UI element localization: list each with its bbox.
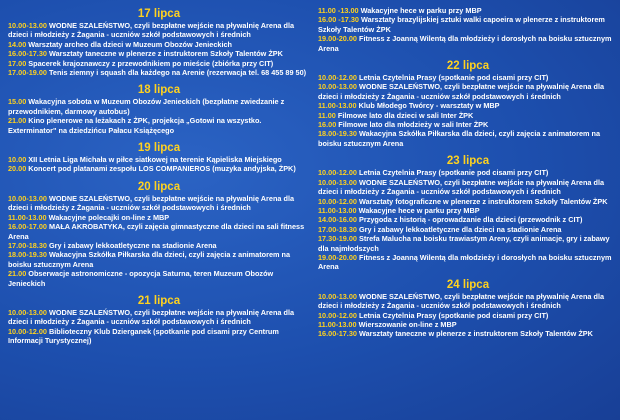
event-time: 11.00-13.00 (318, 319, 357, 329)
event-text: Kino plenerowe na leżakach z ŻPK, projekcja „Gotowi na wszystko. Exterminator" na dziedzińcu Pałacu Książęcego (8, 116, 262, 135)
event-item (318, 82, 618, 101)
event-time: 16.00 (318, 120, 337, 130)
day-heading: 23 lipca (446, 155, 490, 168)
event-time: 11.00-13.00 (8, 212, 47, 222)
event-item (8, 116, 310, 135)
day-heading: 24 lipca (446, 278, 490, 291)
event-item (318, 225, 618, 234)
event-text: Wakacyjna Szkółka Piłkarska dla dzieci, czyli zajęcia z animatorem na boisku sztucznym Arena (318, 129, 601, 148)
event-text: WODNE SZALEŃSTWO, czyli bezpłatne wejście na pływalnię Arena dla dzieci i młodzieży z Żagania - uczniów szkół podstawowych i średnich (8, 21, 295, 40)
event-text: Obserwacje astronomiczne - opozycja Saturna, teren Muzeum Obozów Jenieckich (8, 269, 274, 288)
event-item (318, 329, 618, 338)
event-text: Filmowe lato dla młodzieży w sali Inter ŻPK (338, 120, 489, 130)
event-text: WODNE SZALEŃSTWO, czyli bezpłatne wejście na pływalnię Arena dla dzieci i młodzieży z Żagania - uczniów szkół podstawowych i średnich (318, 82, 605, 101)
day-section (8, 141, 310, 180)
day-heading: 21 lipca (137, 294, 181, 307)
event-item (8, 49, 310, 58)
event-text: Przygoda z historią - oprowadzanie dla dzieci (przewodnik z CIT) (358, 215, 583, 225)
event-time: 17.00-19.00 (8, 68, 47, 78)
event-text: Biblioteczny Klub Dzierganek (spotkanie pod cisami przy Centrum Informacji Turystycznej) (8, 326, 279, 346)
event-time: 16.00-17.30 (8, 49, 47, 59)
event-time: 10.00-12.00 (8, 326, 47, 336)
event-item (318, 320, 618, 329)
left-column (8, 0, 310, 352)
event-time: 18.00-19.30 (8, 250, 47, 260)
event-time: 10.00-13.00 (318, 291, 357, 301)
event-item (318, 120, 618, 129)
event-text: Gry i zabawy lekkoatletyczne dla dzieci na stadionie Arena (358, 224, 562, 234)
event-time: 21.00 (8, 269, 27, 279)
event-time: 10.00-13.00 (8, 21, 47, 30)
event-text: Koncert pod platanami zespołu LOS COMPANIEROS (muzyka andyjska, ŻPK) (28, 164, 296, 174)
event-time: 10.00-12.00 (318, 168, 357, 178)
event-time: 11.00-13.00 (318, 101, 357, 111)
event-text: Warsztaty fotograficzne w plenerze z instruktorem Szkoły Talentów ŻPK (358, 196, 608, 206)
event-item (318, 311, 618, 320)
event-time: 11.00 (318, 110, 336, 120)
event-text: Wakacyjne polecajki on-line z MBP (48, 212, 170, 222)
event-time: 18.00-19.30 (318, 129, 357, 139)
day-heading: 17 lipca (137, 8, 181, 20)
event-item (8, 155, 310, 164)
event-text: Wakacyjna sobota w Muzeum Obozów Jenieckich (bezpłatne zwiedzanie z przewodnikiem, darmowy autobus) (8, 97, 285, 116)
event-text: Wakacyjne hece w parku przy MBP (358, 205, 480, 215)
event-item (318, 101, 618, 110)
event-item (318, 178, 618, 197)
event-time: 19.00-20.00 (318, 252, 357, 262)
day-section (318, 154, 618, 277)
event-text: Warsztaty brazylijskiej sztuki walki capoeira w plenerze z instruktorem Szkoły Talentów ŻPK (318, 15, 605, 34)
event-text: WODNE SZALEŃSTWO, czyli bezpłatne wejście na pływalnię Arena dla dzieci i młodzieży z Żagania - uczniów szkół podstawowych i średnich (8, 193, 295, 213)
event-time: 10.00-12.00 (318, 196, 357, 206)
event-item (318, 168, 618, 177)
event-item (8, 40, 310, 49)
event-text: Filmowe lato dla dzieci w sali Inter ŻPK (337, 110, 474, 120)
day-section (8, 294, 310, 352)
event-item (8, 213, 310, 222)
event-text: Letnia Czytelnia Prasy (spotkanie pod cisami przy CIT) (358, 310, 549, 320)
event-item (318, 197, 618, 206)
event-item (8, 97, 310, 116)
event-item (8, 21, 310, 40)
event-time: 10.00-13.00 (8, 307, 47, 317)
day-section (318, 278, 618, 345)
event-time: 10.00-13.00 (318, 177, 357, 187)
event-item (8, 164, 310, 173)
day-heading: 18 lipca (137, 84, 181, 97)
day-section (8, 180, 310, 294)
right-column (318, 0, 618, 345)
event-text: Warsztaty archeo dla dzieci w Muzeum Obozów Jenieckich (28, 39, 232, 49)
event-text: MAŁA AKROBATYKA, czyli zajęcia gimnastyczne dla dzieci na sali fitness Arena (8, 222, 305, 241)
event-time: 11.00-13.00 (318, 205, 357, 215)
event-text: Gry i zabawy lekkoatletyczne na stadionie Arena (48, 240, 217, 250)
event-item (318, 215, 618, 224)
event-item (8, 68, 310, 77)
event-text: Fitness z Joanną Wilentą dla młodzieży i dorosłych na boisku sztucznym Arena (318, 34, 612, 53)
event-item (8, 222, 310, 241)
event-text: Strefa Malucha na boisku trawiastym Areny, czyli animacje, gry i zabawy dla najmłodszych (318, 234, 610, 253)
event-text: Wakacyjna Szkółka Piłkarska dla dzieci, czyli zajęcia z animatorem na boisku sztucznym Arena (8, 250, 291, 269)
day-section (8, 7, 310, 83)
event-item (318, 253, 618, 272)
event-text: Letnia Czytelnia Prasy (spotkanie pod cisami przy CIT) (358, 73, 549, 83)
event-item (318, 6, 618, 15)
event-time: 14.00 (8, 39, 27, 49)
event-time: 17.00 (8, 58, 27, 68)
event-item (318, 73, 618, 82)
event-time: 14.00-16.00 (318, 215, 357, 225)
event-item (8, 59, 310, 68)
event-item (8, 327, 310, 346)
event-time: 20.00 (8, 164, 27, 174)
event-text: Spacerek krajoznawczy z przewodnikiem po mieście (zbiórka przy CIT) (28, 58, 274, 68)
event-time: 17.00-18.30 (318, 224, 357, 234)
event-time: 17.00-18.30 (8, 240, 47, 250)
event-item (8, 308, 310, 327)
event-text: Klub Młodego Twórcy - warsztaty w MBP (358, 101, 500, 111)
event-item (8, 241, 310, 250)
event-time: 21.00 (8, 116, 27, 126)
event-text: Warsztaty taneczne w plenerze z instruktorem Szkoły Talentów ŻPK (48, 49, 283, 59)
event-time: 19.00-20.00 (318, 34, 357, 44)
event-text: Letnia Czytelnia Prasy (spotkanie pod cisami przy CIT) (358, 168, 549, 178)
event-item (8, 269, 310, 288)
event-time: 16.00 -17.30 (318, 15, 359, 25)
event-item (318, 292, 618, 311)
event-text: Fitness z Joanną Wilentą dla młodzieży i dorosłych na boisku sztucznym Arena (318, 252, 612, 272)
event-text: Wierszowanie on-line z MBP (358, 319, 457, 329)
event-time: 10.00-12.00 (318, 73, 357, 83)
event-text: WODNE SZALEŃSTWO, czyli bezpłatne wejście na pływalnię Arena dla dzieci i młodzieży z Żagania - uczniów szkół podstawowych i średnich (318, 177, 605, 197)
event-text: Warsztaty taneczne w plenerze z instruktorem Szkoły Talentów ŻPK (358, 329, 593, 339)
event-time: 16.00-17.00 (8, 222, 47, 232)
event-text: Wakacyjne hece w parku przy MBP (360, 6, 482, 15)
event-text: XII Letnia Liga Michała w piłce siatkowej na terenie Kąpieliska Miejskiego (28, 155, 282, 165)
event-item (318, 15, 618, 34)
day-section (318, 59, 618, 154)
event-item (318, 111, 618, 120)
event-time: 11.00 -13.00 (318, 6, 359, 15)
event-item (318, 234, 618, 253)
event-item (8, 250, 310, 269)
event-item (318, 34, 618, 53)
event-item (318, 206, 618, 215)
event-time: 10.00-13.00 (8, 193, 47, 203)
event-time: 15.00 (8, 97, 27, 107)
event-time: 10.00-12.00 (318, 310, 357, 320)
event-time: 16.00-17.30 (318, 329, 357, 339)
event-time: 10.00-13.00 (318, 82, 357, 92)
event-text: Tenis ziemny i squash dla każdego na Arenie (rezerwacja tel. 68 455 89 50) (48, 68, 307, 78)
event-item (8, 194, 310, 213)
event-text: WODNE SZALEŃSTWO, czyli bezpłatne wejście na pływalnię Arena dla dzieci i młodzieży z Żagania - uczniów szkół podstawowych i średnich (8, 307, 295, 327)
event-text: WODNE SZALEŃSTWO, czyli bezpłatne wejście na pływalnię Arena dla dzieci i młodzieży z Żagania - uczniów szkół podstawowych i średnich (318, 291, 605, 311)
day-section (8, 83, 310, 141)
event-time: 10.00 (8, 155, 27, 165)
day-heading: 20 lipca (137, 180, 181, 193)
day-heading: 22 lipca (446, 60, 490, 73)
event-time: 17.30-19.00 (318, 234, 357, 244)
day-heading: 19 lipca (137, 142, 181, 155)
event-item (318, 129, 618, 148)
